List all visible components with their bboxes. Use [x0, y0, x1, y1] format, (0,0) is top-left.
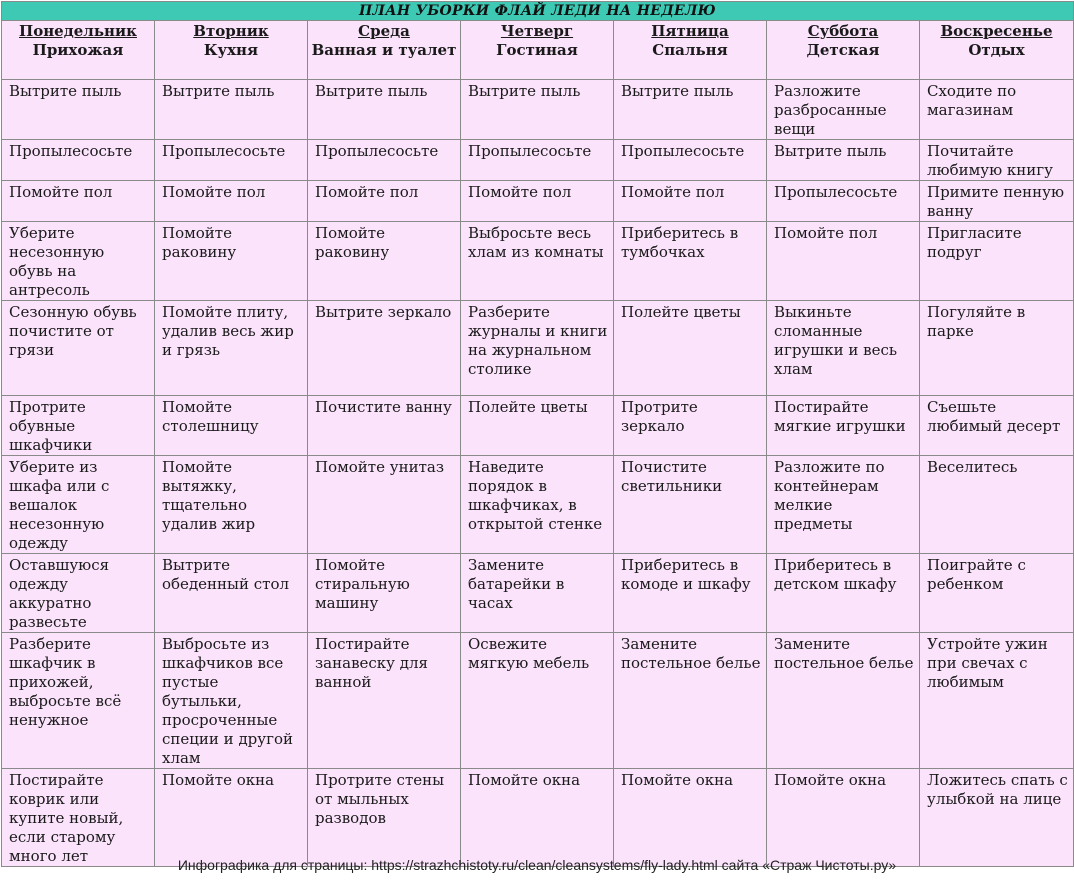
task-cell: Приберитесь в тумбочках [614, 222, 767, 301]
title-row [2, 2, 1074, 21]
task-cell: Почистите ванну [308, 396, 461, 456]
task-cell: Оставшуюся одежду аккуратно развесьте [2, 554, 155, 633]
task-cell: Помойте столешницу [155, 396, 308, 456]
table-row [2, 456, 1074, 554]
task-cell: Сезонную обувь почистите от грязи [2, 301, 155, 396]
task-cell: Вытрите пыль [461, 80, 614, 140]
day-header [920, 21, 1074, 80]
task-cell: Сходите по магазинам [920, 80, 1074, 140]
task-cell: Вытрите пыль [767, 140, 920, 181]
day-room: Спальня [652, 41, 728, 59]
task-cell: Помойте унитаз [308, 456, 461, 554]
source-footer: Инфографика для страницы: https://strazhchistoty.ru/clean/cleansystems/fly-lady.html сайта «Страж Чистоты.ру» [177, 857, 897, 873]
task-cell: Вытрите пыль [308, 80, 461, 140]
task-cell: Устройте ужин при свечах с любимым [920, 633, 1074, 769]
plan-title: ПЛАН УБОРКИ ФЛАЙ ЛЕДИ НА НЕДЕЛЮ [2, 2, 1074, 21]
table-row [2, 80, 1074, 140]
task-cell: Вытрите обеденный стол [155, 554, 308, 633]
table-row [2, 140, 1074, 181]
task-cell: Пропылесосьте [461, 140, 614, 181]
task-cell: Постирайте мягкие игрушки [767, 396, 920, 456]
task-cell: Протрите зеркало [614, 396, 767, 456]
task-cell: Помойте раковину [155, 222, 308, 301]
day-header [461, 21, 614, 80]
table-row [2, 222, 1074, 301]
task-cell: Пропылесосьте [308, 140, 461, 181]
day-name: Суббота [807, 22, 879, 40]
task-cell: Почистите светильники [614, 456, 767, 554]
task-cell: Помойте окна [614, 769, 767, 867]
day-room: Детская [806, 41, 880, 59]
table-row [2, 633, 1074, 769]
header-row [2, 21, 1074, 80]
task-cell: Приберитесь в детском шкафу [767, 554, 920, 633]
task-cell: Помойте вытяжку, тщательно удалив жир [155, 456, 308, 554]
task-cell: Веселитесь [920, 456, 1074, 554]
task-cell: Помойте стиральную машину [308, 554, 461, 633]
task-cell: Ложитесь спать с улыбкой на лице [920, 769, 1074, 867]
task-cell: Полейте цветы [461, 396, 614, 456]
task-cell: Выбросьте весь хлам из комнаты [461, 222, 614, 301]
task-cell: Выбросьте из шкафчиков все пустые бутыльки, просроченные специи и другой хлам [155, 633, 308, 769]
day-header [2, 21, 155, 80]
task-cell: Наведите порядок в шкафчиках, в открытой стенке [461, 456, 614, 554]
cleaning-plan-table [1, 1, 1074, 867]
day-header [767, 21, 920, 80]
task-cell: Уберите несезонную обувь на антресоль [2, 222, 155, 301]
day-header [155, 21, 308, 80]
table-row [2, 769, 1074, 867]
task-cell: Помойте окна [461, 769, 614, 867]
task-cell: Помойте окна [155, 769, 308, 867]
day-name: Четверг [500, 22, 574, 40]
task-cell: Разберите журналы и книги на журнальном столике [461, 301, 614, 396]
task-cell: Уберите из шкафа или с вешалок несезонную одежду [2, 456, 155, 554]
day-room: Кухня [203, 41, 259, 59]
table-row [2, 301, 1074, 396]
task-cell: Протрите обувные шкафчики [2, 396, 155, 456]
day-room: Ванная и туалет [311, 41, 457, 59]
day-name: Понедельник [19, 22, 137, 40]
day-room: Гостиная [496, 41, 578, 59]
task-cell: Съешьте любимый десерт [920, 396, 1074, 456]
task-cell: Помойте плиту, удалив весь жир и грязь [155, 301, 308, 396]
table-row [2, 181, 1074, 222]
task-cell: Пропылесосьте [155, 140, 308, 181]
task-cell: Почитайте любимую книгу [920, 140, 1074, 181]
task-cell: Замените постельное белье [614, 633, 767, 769]
task-cell: Вытрите зеркало [308, 301, 461, 396]
day-name: Вторник [193, 22, 269, 40]
day-room: Отдых [968, 41, 1025, 59]
task-cell: Помойте раковину [308, 222, 461, 301]
task-cell: Помойте пол [308, 181, 461, 222]
day-name: Воскресенье [940, 22, 1053, 40]
task-cell: Выкиньте сломанные игрушки и весь хлам [767, 301, 920, 396]
task-cell: Помойте пол [2, 181, 155, 222]
task-cell: Постирайте занавеску для ванной [308, 633, 461, 769]
day-room: Прихожая [32, 41, 124, 59]
table-row [2, 396, 1074, 456]
task-cell: Разложите разбросанные вещи [767, 80, 920, 140]
task-cell: Замените батарейки в часах [461, 554, 614, 633]
task-cell: Вытрите пыль [2, 80, 155, 140]
task-cell: Помойте пол [461, 181, 614, 222]
task-cell: Помойте пол [767, 222, 920, 301]
task-cell: Примите пенную ванну [920, 181, 1074, 222]
task-cell: Пропылесосьте [2, 140, 155, 181]
table-row [2, 554, 1074, 633]
task-cell: Вытрите пыль [614, 80, 767, 140]
task-cell: Разложите по контейнерам мелкие предметы [767, 456, 920, 554]
day-name: Пятница [651, 22, 729, 40]
task-cell: Пропылесосьте [767, 181, 920, 222]
task-cell: Помойте пол [614, 181, 767, 222]
day-header [614, 21, 767, 80]
task-cell: Разберите шкафчик в прихожей, выбросьте всё ненужное [2, 633, 155, 769]
task-cell: Погуляйте в парке [920, 301, 1074, 396]
task-cell: Приберитесь в комоде и шкафу [614, 554, 767, 633]
task-cell: Замените постельное белье [767, 633, 920, 769]
task-cell: Помойте пол [155, 181, 308, 222]
task-cell: Поиграйте с ребенком [920, 554, 1074, 633]
task-cell: Постирайте коврик или купите новый, если старому много лет [2, 769, 155, 867]
task-cell: Вытрите пыль [155, 80, 308, 140]
task-cell: Протрите стены от мыльных разводов [308, 769, 461, 867]
task-cell: Освежите мягкую мебель [461, 633, 614, 769]
task-cell: Помойте окна [767, 769, 920, 867]
day-header [308, 21, 461, 80]
task-cell: Пригласите подруг [920, 222, 1074, 301]
task-cell: Полейте цветы [614, 301, 767, 396]
day-name: Среда [358, 22, 410, 40]
task-cell: Пропылесосьте [614, 140, 767, 181]
